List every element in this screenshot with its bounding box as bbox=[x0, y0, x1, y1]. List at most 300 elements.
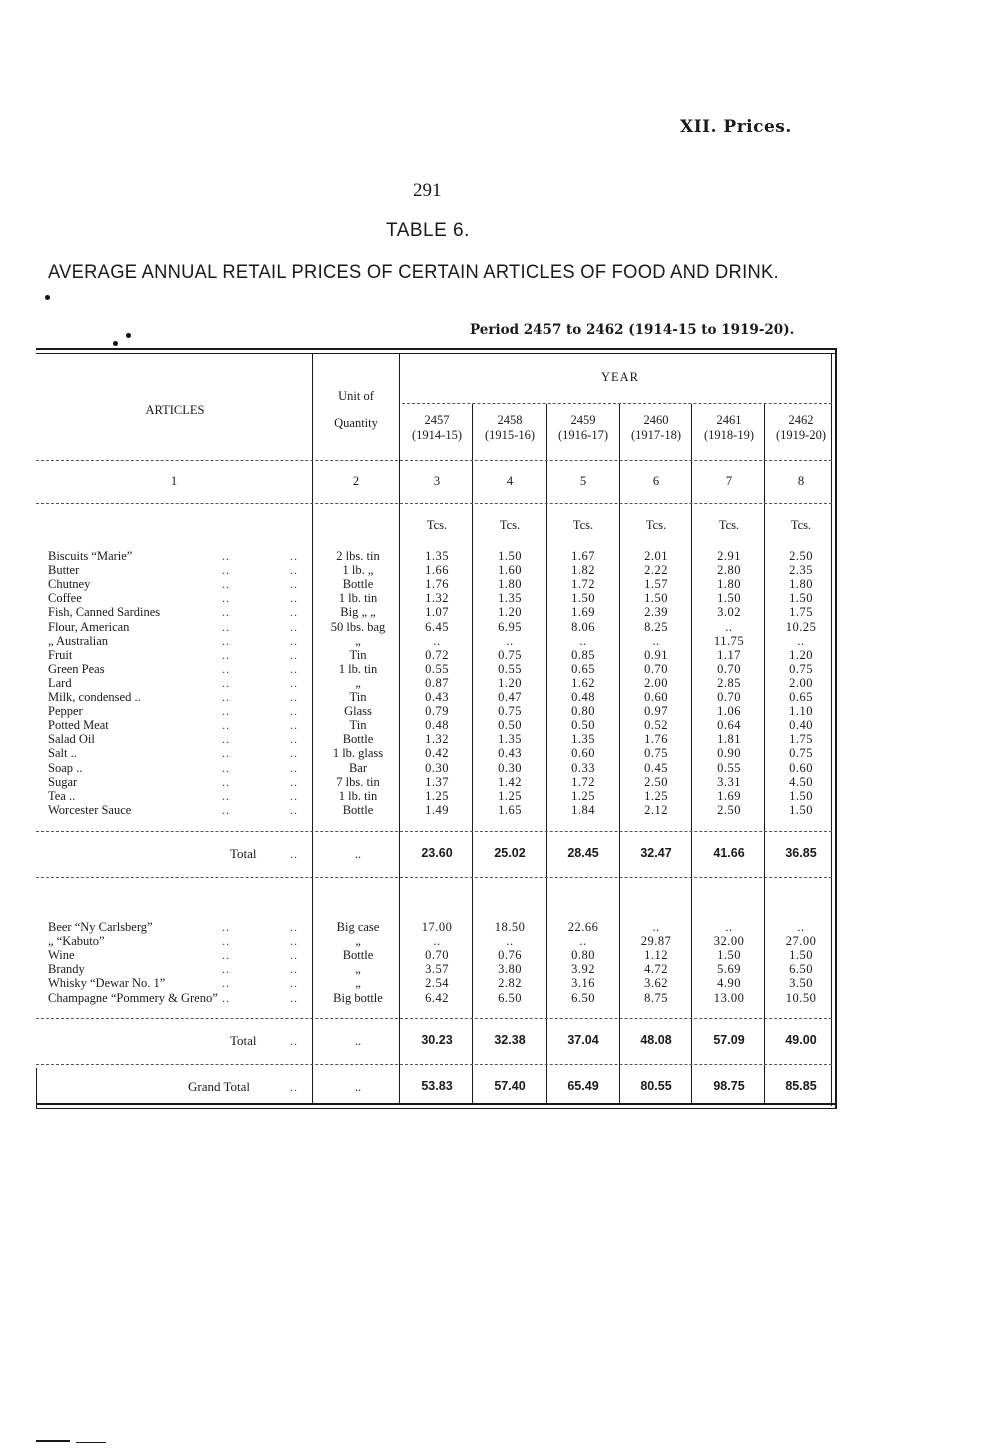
unit-of-quantity: Big „ „ bbox=[340, 605, 376, 620]
price-cell: 0.45 bbox=[644, 760, 668, 775]
unit-of-quantity: „ bbox=[355, 934, 361, 949]
price-cell: 1.25 bbox=[425, 788, 449, 803]
price-cell: .. bbox=[506, 633, 514, 648]
leader-dots: .. bbox=[290, 990, 298, 1005]
unit-of-quantity: „ bbox=[355, 633, 361, 648]
unit-of-quantity: „ bbox=[355, 976, 361, 991]
price-cell: 1.69 bbox=[571, 605, 595, 620]
col-sep-7-8 bbox=[764, 404, 765, 1104]
price-cell: .. bbox=[652, 920, 660, 934]
price-cell: 1.72 bbox=[571, 774, 595, 789]
unit-of-quantity: 50 lbs. bag bbox=[330, 619, 386, 634]
drink-total-value: 37.04 bbox=[567, 1033, 599, 1047]
price-cell: 0.60 bbox=[571, 746, 595, 761]
price-cell: 0.48 bbox=[425, 718, 449, 733]
unit-of-quantity: Tin bbox=[349, 718, 367, 733]
price-cell: 1.76 bbox=[644, 732, 668, 747]
leader-dots: .. bbox=[222, 577, 230, 592]
price-cell: 1.50 bbox=[571, 591, 595, 606]
price-cell: 0.55 bbox=[425, 661, 449, 676]
price-cell: 1.17 bbox=[717, 647, 741, 662]
article-name: Coffee bbox=[48, 591, 82, 606]
price-cell: 2.01 bbox=[644, 549, 668, 563]
price-cell: 1.12 bbox=[644, 948, 668, 963]
price-cell: 0.75 bbox=[644, 746, 668, 761]
price-cell: 1.35 bbox=[498, 591, 522, 606]
price-cell: 1.66 bbox=[425, 563, 449, 578]
leader-dots: .. bbox=[290, 577, 298, 592]
leader-dots: .. bbox=[222, 774, 230, 789]
print-speck bbox=[45, 295, 50, 300]
price-cell: 0.47 bbox=[498, 690, 522, 704]
col-sep-5-6 bbox=[619, 404, 620, 1104]
price-cell: 8.75 bbox=[644, 990, 668, 1005]
leader-dots: .. bbox=[290, 563, 298, 578]
price-cell: 4.90 bbox=[717, 976, 741, 991]
price-cell: 3.80 bbox=[498, 962, 522, 977]
price-cell: 1.57 bbox=[644, 577, 668, 592]
leader-dots: .. bbox=[222, 976, 230, 991]
price-cell: 1.50 bbox=[789, 802, 813, 817]
article-name: Worcester Sauce bbox=[48, 802, 132, 817]
price-cell: .. bbox=[652, 633, 660, 648]
unit-of-quantity: Big case bbox=[336, 920, 380, 934]
grand-total-unit: .. bbox=[354, 1080, 362, 1094]
leader-dots: .. bbox=[222, 633, 230, 648]
leader-dots: .. bbox=[290, 549, 298, 563]
price-cell: 2.82 bbox=[498, 976, 522, 991]
price-cell: 2.12 bbox=[644, 802, 668, 817]
year-header-3: 2457 (1914-15) bbox=[412, 413, 462, 442]
leader-dots: .. bbox=[290, 718, 298, 733]
leader-dots: .. bbox=[290, 605, 298, 620]
food-total-value: 28.45 bbox=[567, 846, 599, 860]
price-cell: 1.37 bbox=[425, 774, 449, 789]
grand-total-value: 65.49 bbox=[567, 1079, 599, 1093]
leader-dots: .. bbox=[222, 675, 230, 690]
article-name: Flour, American bbox=[48, 619, 130, 634]
price-cell: 1.32 bbox=[425, 591, 449, 606]
price-cell: 17.00 bbox=[421, 920, 453, 934]
unit-of-quantity: Bottle bbox=[342, 732, 374, 747]
unit-of-quantity: 2 lbs. tin bbox=[336, 549, 380, 563]
leader-dots: .. bbox=[222, 948, 230, 963]
price-cell: 1.06 bbox=[717, 704, 741, 719]
leader-dots: .. bbox=[222, 661, 230, 676]
food-total-value: 25.02 bbox=[494, 846, 526, 860]
drink-total-bottom-rule bbox=[36, 1064, 832, 1065]
leader-dots: .. bbox=[290, 847, 298, 861]
leader-dots: .. bbox=[222, 934, 230, 949]
price-cell: 27.00 bbox=[785, 934, 817, 949]
price-cell: 1.25 bbox=[498, 788, 522, 803]
price-cell: 1.81 bbox=[717, 732, 741, 747]
leader-dots: .. bbox=[290, 690, 298, 704]
leader-dots: .. bbox=[290, 920, 298, 934]
price-cell: 1.20 bbox=[498, 605, 522, 620]
column-number: 3 bbox=[433, 474, 441, 488]
price-cell: 0.65 bbox=[789, 690, 813, 704]
leader-dots: .. bbox=[222, 760, 230, 775]
column-number: 1 bbox=[170, 474, 178, 488]
page-number: 291 bbox=[413, 180, 442, 201]
price-cell: 0.75 bbox=[498, 647, 522, 662]
table-left-border bbox=[36, 1068, 37, 1108]
price-cell: 0.42 bbox=[425, 746, 449, 761]
price-cell: 2.50 bbox=[789, 549, 813, 563]
drink-total-value: 57.09 bbox=[713, 1033, 745, 1047]
price-cell: 1.65 bbox=[498, 802, 522, 817]
year-header-6: 2460 (1917-18) bbox=[631, 413, 681, 442]
price-cell: 4.50 bbox=[789, 774, 813, 789]
unit-of-quantity: Tin bbox=[349, 690, 367, 704]
drink-total-value: 30.23 bbox=[421, 1033, 453, 1047]
article-name: „ Australian bbox=[48, 633, 109, 648]
price-cell: 0.75 bbox=[789, 746, 813, 761]
price-cell: 1.80 bbox=[717, 577, 741, 592]
price-cell: 3.31 bbox=[717, 774, 741, 789]
price-cell: 0.48 bbox=[571, 690, 595, 704]
price-cell: 1.50 bbox=[717, 948, 741, 963]
currency-label: Tcs. bbox=[499, 518, 521, 532]
unit-of-quantity: 1 lb. tin bbox=[338, 591, 378, 606]
col-sep-articles-unit bbox=[312, 354, 313, 1104]
table-top-rule bbox=[36, 348, 837, 350]
price-cell: 0.33 bbox=[571, 760, 595, 775]
price-cell: 0.40 bbox=[789, 718, 813, 733]
price-cell: 0.72 bbox=[425, 647, 449, 662]
price-cell: 29.87 bbox=[640, 934, 672, 949]
food-total-bottom-rule bbox=[36, 877, 832, 878]
price-cell: 0.76 bbox=[498, 948, 522, 963]
price-cell: 5.69 bbox=[717, 962, 741, 977]
leader-dots: .. bbox=[290, 647, 298, 662]
price-cell: .. bbox=[797, 920, 805, 934]
leader-dots: .. bbox=[290, 788, 298, 803]
articles-header: ARTICLES bbox=[145, 403, 205, 417]
col-sep-3-4 bbox=[472, 404, 473, 1104]
price-cell: 2.00 bbox=[789, 675, 813, 690]
price-cell: 18.50 bbox=[494, 920, 526, 934]
article-name: Lard bbox=[48, 675, 72, 690]
column-number: 4 bbox=[506, 474, 514, 488]
price-cell: 0.43 bbox=[498, 746, 522, 761]
column-number: 7 bbox=[725, 474, 733, 488]
col-sep-4-5 bbox=[546, 404, 547, 1104]
drink-total-value: 49.00 bbox=[785, 1033, 817, 1047]
print-mark bbox=[36, 1440, 70, 1442]
unit-of-quantity: 7 lbs. tin bbox=[336, 774, 380, 789]
leader-dots: .. bbox=[222, 990, 230, 1005]
year-underline bbox=[402, 403, 832, 404]
food-total-value: 32.47 bbox=[640, 846, 672, 860]
unit-of-quantity: Bar bbox=[348, 760, 368, 775]
year-header-4: 2458 (1915-16) bbox=[485, 413, 535, 442]
price-cell: 1.25 bbox=[644, 788, 668, 803]
price-cell: .. bbox=[433, 633, 441, 648]
year-header-8: 2462 (1919-20) bbox=[776, 413, 826, 442]
price-cell: 1.50 bbox=[644, 591, 668, 606]
price-cell: 3.02 bbox=[717, 605, 741, 620]
price-cell: 1.76 bbox=[425, 577, 449, 592]
price-cell: 6.45 bbox=[425, 619, 449, 634]
price-cell: 8.25 bbox=[644, 619, 668, 634]
article-name: Whisky “Dewar No. 1” bbox=[48, 976, 166, 991]
unit-of-quantity: Big bottle bbox=[333, 990, 383, 1005]
leader-dots: .. bbox=[290, 732, 298, 747]
unit-of-quantity: Bottle bbox=[342, 948, 374, 963]
price-cell: 2.35 bbox=[789, 563, 813, 578]
price-cell: 2.54 bbox=[425, 976, 449, 991]
leader-dots: .. bbox=[290, 633, 298, 648]
price-cell: 0.30 bbox=[425, 760, 449, 775]
leader-dots: .. bbox=[222, 563, 230, 578]
currency-label: Tcs. bbox=[718, 518, 740, 532]
price-cell: .. bbox=[797, 633, 805, 648]
price-cell: 0.70 bbox=[644, 661, 668, 676]
price-cell: 10.25 bbox=[785, 619, 817, 634]
price-cell: 0.80 bbox=[571, 948, 595, 963]
price-cell: .. bbox=[725, 619, 733, 634]
main-title: AVERAGE ANNUAL RETAIL PRICES OF CERTAIN ARTICLES OF FOOD AND DRINK. bbox=[48, 261, 779, 283]
header-bottom-rule bbox=[36, 460, 832, 461]
leader-dots: .. bbox=[290, 934, 298, 949]
leader-dots: .. bbox=[290, 591, 298, 606]
price-cell: 1.50 bbox=[789, 591, 813, 606]
print-mark bbox=[76, 1442, 106, 1443]
price-cell: 1.10 bbox=[789, 704, 813, 719]
price-cell: 1.50 bbox=[789, 788, 813, 803]
food-total-unit: .. bbox=[354, 847, 362, 861]
leader-dots: .. bbox=[290, 1080, 298, 1094]
article-name: Soap .. bbox=[48, 760, 83, 775]
drink-total-unit: .. bbox=[354, 1034, 362, 1048]
article-name: Tea .. bbox=[48, 788, 76, 803]
grand-total-label: Grand Total bbox=[188, 1079, 251, 1094]
article-name: Beer “Ny Carlsberg” bbox=[48, 920, 153, 934]
unit-of-quantity: 1 lb. tin bbox=[338, 788, 378, 803]
price-cell: 22.66 bbox=[567, 920, 599, 934]
leader-dots: .. bbox=[222, 690, 230, 704]
period-caption: Period 2457 to 2462 (1914-15 to 1919-20). bbox=[470, 322, 795, 338]
price-cell: 1.20 bbox=[498, 675, 522, 690]
leader-dots: .. bbox=[222, 962, 230, 977]
article-name: Potted Meat bbox=[48, 718, 109, 733]
price-cell: 1.07 bbox=[425, 605, 449, 620]
price-cell: 2.22 bbox=[644, 563, 668, 578]
year-header-7: 2461 (1918-19) bbox=[704, 413, 754, 442]
currency-label: Tcs. bbox=[645, 518, 667, 532]
grand-total-value: 98.75 bbox=[713, 1079, 745, 1093]
currency-label: Tcs. bbox=[572, 518, 594, 532]
column-number: 8 bbox=[797, 474, 805, 488]
price-cell: 3.62 bbox=[644, 976, 668, 991]
year-header: YEAR bbox=[600, 370, 640, 384]
price-cell: 0.55 bbox=[498, 661, 522, 676]
price-cell: 2.85 bbox=[717, 675, 741, 690]
table-right-border bbox=[835, 348, 837, 1108]
price-cell: 1.75 bbox=[789, 732, 813, 747]
price-cell: 6.50 bbox=[789, 962, 813, 977]
price-cell: 0.50 bbox=[498, 718, 522, 733]
price-cell: 1.80 bbox=[498, 577, 522, 592]
price-cell: 4.72 bbox=[644, 962, 668, 977]
price-cell: 1.35 bbox=[425, 549, 449, 563]
leader-dots: .. bbox=[290, 675, 298, 690]
price-cell: 1.62 bbox=[571, 675, 595, 690]
leader-dots: .. bbox=[222, 746, 230, 761]
price-cell: 1.80 bbox=[789, 577, 813, 592]
price-cell: 11.75 bbox=[713, 633, 745, 648]
colnum-bottom-rule bbox=[36, 503, 832, 504]
article-name: Sugar bbox=[48, 774, 78, 789]
price-cell: 1.75 bbox=[789, 605, 813, 620]
food-total-value: 41.66 bbox=[713, 846, 745, 860]
price-cell: 2.50 bbox=[644, 774, 668, 789]
unit-of-quantity: 1 lb. „ bbox=[342, 563, 374, 578]
price-cell: 3.16 bbox=[571, 976, 595, 991]
price-cell: 1.50 bbox=[717, 591, 741, 606]
drink-total-label: Total bbox=[230, 1033, 257, 1048]
price-cell: .. bbox=[579, 934, 587, 949]
leader-dots: .. bbox=[290, 760, 298, 775]
article-name: Milk, condensed .. bbox=[48, 690, 141, 704]
price-cell: 0.85 bbox=[571, 647, 595, 662]
price-cell: 2.39 bbox=[644, 605, 668, 620]
price-cell: 1.35 bbox=[498, 732, 522, 747]
price-cell: 0.65 bbox=[571, 661, 595, 676]
leader-dots: .. bbox=[222, 704, 230, 719]
price-cell: 0.70 bbox=[425, 948, 449, 963]
unit-of-quantity: Bottle bbox=[342, 577, 374, 592]
grand-total-value: 85.85 bbox=[785, 1079, 817, 1093]
article-name: Fish, Canned Sardines bbox=[48, 605, 161, 620]
leader-dots: .. bbox=[290, 976, 298, 991]
price-cell: 0.60 bbox=[789, 760, 813, 775]
leader-dots: .. bbox=[290, 704, 298, 719]
price-cell: 13.00 bbox=[713, 990, 745, 1005]
price-cell: 1.84 bbox=[571, 802, 595, 817]
price-cell: 0.55 bbox=[717, 760, 741, 775]
price-cell: 32.00 bbox=[713, 934, 745, 949]
price-cell: 1.35 bbox=[571, 732, 595, 747]
leader-dots: .. bbox=[290, 802, 298, 817]
price-cell: 10.50 bbox=[785, 990, 817, 1005]
price-cell: 6.50 bbox=[498, 990, 522, 1005]
print-speck bbox=[113, 341, 118, 346]
article-name: Pepper bbox=[48, 704, 83, 719]
article-name: Champagne “Pommery & Greno” bbox=[48, 990, 218, 1005]
price-cell: 2.00 bbox=[644, 675, 668, 690]
leader-dots: .. bbox=[290, 619, 298, 634]
leader-dots: .. bbox=[222, 788, 230, 803]
leader-dots: .. bbox=[222, 732, 230, 747]
unit-of-quantity: 1 lb. tin bbox=[338, 661, 378, 676]
price-cell: 0.43 bbox=[425, 690, 449, 704]
article-name: Butter bbox=[48, 563, 80, 578]
leader-dots: .. bbox=[222, 647, 230, 662]
article-name: Biscuits “Marie” bbox=[48, 549, 133, 563]
price-cell: 8.06 bbox=[571, 619, 595, 634]
leader-dots: .. bbox=[290, 1034, 298, 1048]
food-total-value: 36.85 bbox=[785, 846, 817, 860]
leader-dots: .. bbox=[222, 619, 230, 634]
price-cell: 3.50 bbox=[789, 976, 813, 991]
price-cell: 1.25 bbox=[571, 788, 595, 803]
price-cell: 1.20 bbox=[789, 647, 813, 662]
leader-dots: .. bbox=[290, 661, 298, 676]
price-cell: 0.70 bbox=[717, 690, 741, 704]
price-cell: 1.42 bbox=[498, 774, 522, 789]
grand-total-value: 80.55 bbox=[640, 1079, 672, 1093]
unit-of-quantity: Tin bbox=[349, 647, 367, 662]
unit-header-line1: Unit of bbox=[338, 389, 374, 403]
price-cell: 6.50 bbox=[571, 990, 595, 1005]
column-number: 2 bbox=[352, 474, 360, 488]
col-sep-6-7 bbox=[691, 404, 692, 1104]
price-cell: 1.32 bbox=[425, 732, 449, 747]
price-cell: 0.30 bbox=[498, 760, 522, 775]
unit-header-line2: Quantity bbox=[334, 416, 378, 430]
price-cell: 0.75 bbox=[498, 704, 522, 719]
price-cell: 6.95 bbox=[498, 619, 522, 634]
article-name: Fruit bbox=[48, 647, 73, 662]
price-cell: 3.57 bbox=[425, 962, 449, 977]
article-name: „ “Kabuto” bbox=[48, 934, 105, 949]
price-cell: 0.64 bbox=[717, 718, 741, 733]
article-name: Chutney bbox=[48, 577, 91, 592]
leader-dots: .. bbox=[290, 962, 298, 977]
price-cell: 6.42 bbox=[425, 990, 449, 1005]
price-cell: 1.82 bbox=[571, 563, 595, 578]
price-cell: 1.49 bbox=[425, 802, 449, 817]
price-cell: 3.92 bbox=[571, 962, 595, 977]
table-top-rule-thin bbox=[36, 353, 837, 354]
article-name: Salt .. bbox=[48, 746, 77, 761]
drink-total-value: 48.08 bbox=[640, 1033, 672, 1047]
price-cell: 0.50 bbox=[571, 718, 595, 733]
column-number: 5 bbox=[579, 474, 587, 488]
leader-dots: .. bbox=[290, 746, 298, 761]
currency-label: Tcs. bbox=[790, 518, 812, 532]
price-cell: 0.97 bbox=[644, 704, 668, 719]
leader-dots: .. bbox=[222, 549, 230, 563]
price-cell: 0.80 bbox=[571, 704, 595, 719]
price-cell: 1.72 bbox=[571, 577, 595, 592]
price-cell: 1.69 bbox=[717, 788, 741, 803]
price-cell: 0.79 bbox=[425, 704, 449, 719]
grand-total-value: 57.40 bbox=[494, 1079, 526, 1093]
price-cell: 0.87 bbox=[425, 675, 449, 690]
price-cell: 0.90 bbox=[717, 746, 741, 761]
unit-of-quantity: „ bbox=[355, 675, 361, 690]
leader-dots: .. bbox=[222, 802, 230, 817]
price-cell: .. bbox=[506, 934, 514, 949]
drink-total-top-rule bbox=[36, 1018, 832, 1019]
price-cell: 0.60 bbox=[644, 690, 668, 704]
grand-total-value: 53.83 bbox=[421, 1079, 453, 1093]
leader-dots: .. bbox=[290, 774, 298, 789]
drink-total-value: 32.38 bbox=[494, 1033, 526, 1047]
price-cell: 1.50 bbox=[498, 549, 522, 563]
table-bottom-rule-thin bbox=[36, 1108, 837, 1109]
price-cell: 1.67 bbox=[571, 549, 595, 563]
table-title: TABLE 6. bbox=[386, 220, 470, 241]
food-total-label: Total bbox=[230, 846, 257, 861]
price-cell: .. bbox=[579, 633, 587, 648]
unit-of-quantity: Glass bbox=[344, 704, 372, 719]
leader-dots: .. bbox=[222, 718, 230, 733]
